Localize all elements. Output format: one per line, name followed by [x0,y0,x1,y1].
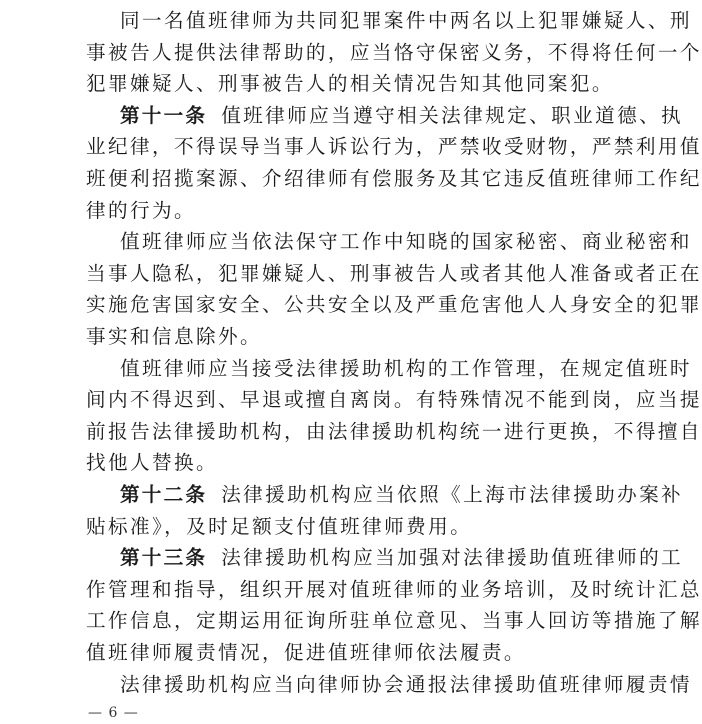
line-text: 实施危害国家安全、公共安全以及严重危害他人人身安全的犯罪 [86,293,702,317]
line-text: 工作信息，定期运用征询所驻单位意见、当事人回访等措施了解 [86,609,702,633]
line-text: 事实和信息除外。 [86,325,262,348]
article-number: 第十三条 [120,546,208,570]
line-text: 犯罪嫌疑人、刑事被告人的相关情况告知其他同案犯。 [86,72,614,96]
body-text-line [86,322,606,352]
body-text-line [86,385,702,415]
line-text: 班便利招揽案源、介绍律师有偿服务及其它违反值班律师工作纪 [86,167,702,190]
line-text: 值班律师应当遵守相关法律规定、职业道德、执 [221,103,684,127]
article-paragraph-line [120,101,684,131]
body-text-line [120,354,692,384]
line-text: 同一名值班律师为共同犯罪案件中两名以上犯罪嫌疑人、刑 [120,9,692,32]
body-text-line [86,290,702,320]
body-text-line [86,448,606,478]
line-text: 法律援助机构应当加强对法律援助值班律师的工 [221,546,684,570]
body-text-line [120,670,692,700]
body-text-line [120,227,692,257]
body-text-line [86,132,702,162]
line-text: 律的行为。 [86,198,196,222]
line-text: 事被告人提供法律帮助的，应当恪守保密义务，不得将任何一个 [86,40,702,64]
body-text-line [86,638,606,668]
body-text-line [86,164,702,194]
line-text: 前报告法律援助机构，由法律援助机构统一进行更换，不得擅自 [86,419,702,443]
line-text: 找他人替换。 [86,451,218,475]
body-text-line [120,6,692,36]
line-text: 值班律师履责情况，促进值班律师依法履责。 [86,641,526,664]
body-text-line [86,69,614,99]
body-text-line [86,606,702,636]
article-paragraph-line [120,480,684,510]
article-number: 第十二条 [120,483,208,506]
body-text-line [86,512,606,542]
body-text-line [86,259,702,289]
line-text: 值班律师应当接受法律援助机构的工作管理，在规定值班时 [120,356,692,380]
page-number: — 6 — [88,705,139,721]
line-text: 当事人隐私，犯罪嫌疑人、刑事被告人或者其他人准备或者正在 [86,261,702,285]
article-paragraph-line [120,543,684,573]
line-text: 作管理和指导，组织开展对值班律师的业务培训，及时统计汇总 [86,577,702,601]
line-text: 法律援助机构应当向律师协会通报法律援助值班律师履责情 [120,672,692,696]
body-text-line [86,417,702,447]
article-number: 第十一条 [120,103,208,127]
line-text: 业纪律，不得误导当事人诉讼行为，严禁收受财物，严禁利用值 [86,135,702,159]
body-text-line [86,38,702,68]
line-text: 法律援助机构应当依照《上海市法律援助办案补 [221,483,684,506]
body-text-line [86,575,702,605]
line-text: 间内不得迟到、早退或擅自离岗。有特殊情况不能到岗，应当提 [86,388,702,412]
line-text: 贴标准》，及时足额支付值班律师费用。 [86,514,473,538]
line-text: 值班律师应当依法保守工作中知晓的国家秘密、商业秘密和 [120,230,692,254]
body-text-line [86,196,606,226]
